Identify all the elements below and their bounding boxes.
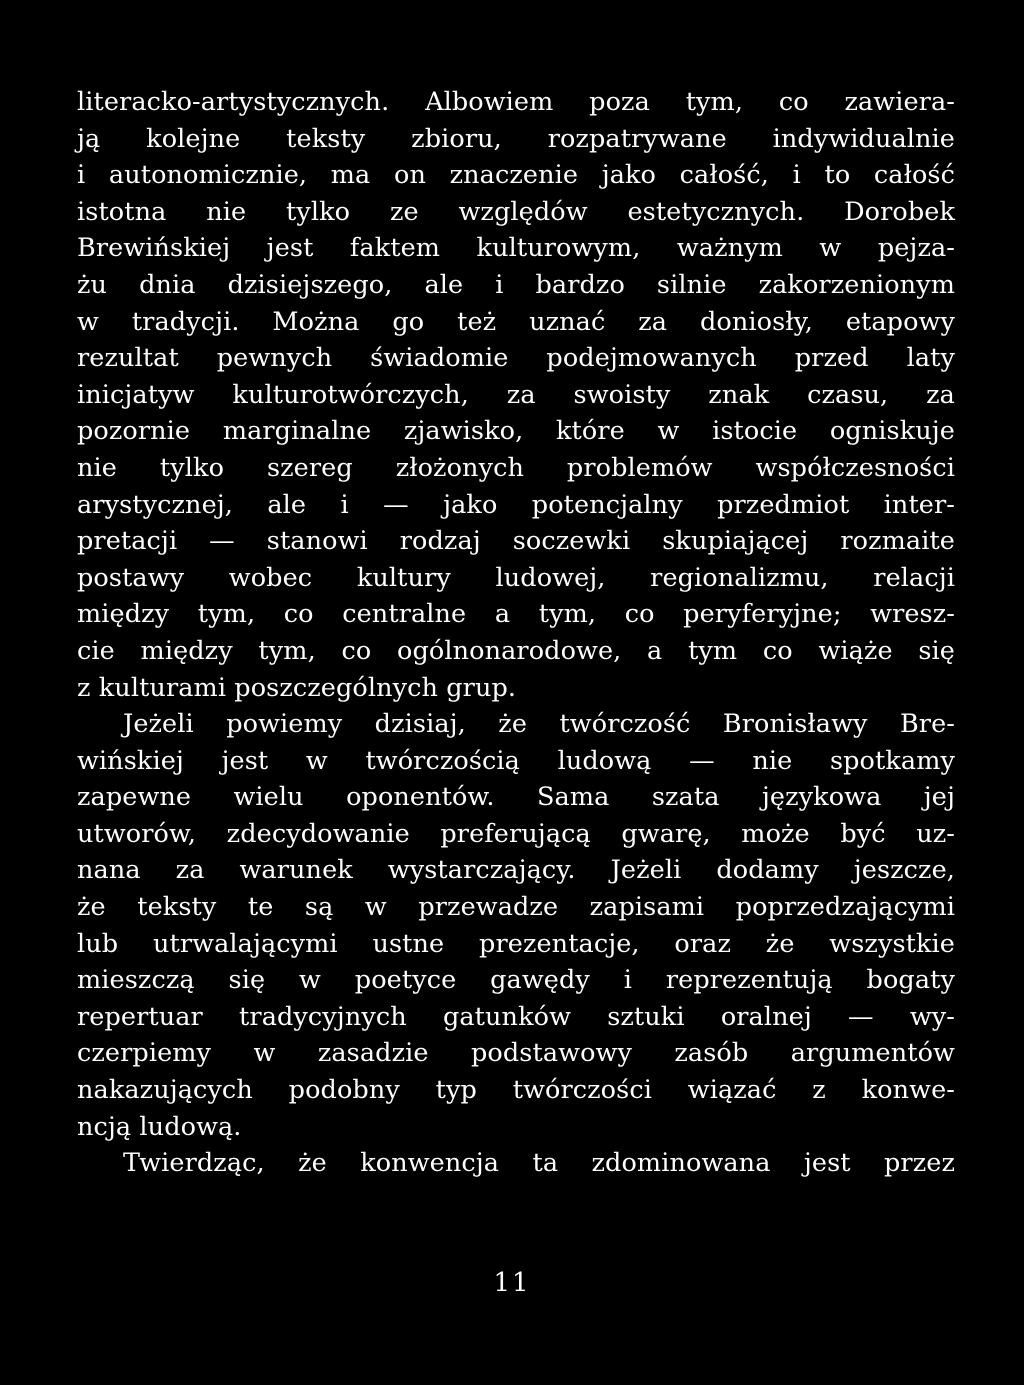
text-line: utworów, zdecydowanie preferującą gwarę, może być uz- (77, 818, 955, 849)
text-line: w tradycji. Można go też uznać za doniosły, etapowy (77, 306, 955, 337)
text-line: czerpiemy w zasadzie podstawowy zasób argumentów (77, 1038, 955, 1069)
text-line: nakazujących podobny typ twórczości wiązać z konwe- (77, 1075, 955, 1106)
text-line: repertuar tradycyjnych gatunków sztuki oralnej — wy- (77, 1001, 955, 1032)
text-line: arystycznej, ale i — jako potencjalny przedmiot inter- (77, 489, 955, 520)
text-line: postawy wobec kultury ludowej, regionalizmu, relacji (77, 562, 955, 593)
text-line: istotna nie tylko ze względów estetycznych. Dorobek (77, 196, 955, 227)
text-line: pozornie marginalne zjawisko, które w istocie ogniskuje (77, 416, 955, 447)
text-line: żu dnia dzisiejszego, ale i bardzo silnie zakorzenionym (77, 269, 955, 300)
text-line: ncją ludową. (77, 1111, 242, 1142)
text-line: i autonomicznie, ma on znaczenie jako całość, i to całość (77, 160, 955, 191)
text-line: literacko-artystycznych. Albowiem poza tym, co zawiera- (77, 87, 955, 117)
text-line: lub utrwalającymi ustne prezentacje, oraz że wszystkie (77, 928, 955, 959)
paragraph-3 (77, 1145, 955, 1182)
text-line: zapewne wielu oponentów. Sama szata językowa jej (77, 782, 955, 813)
paragraph-2 (77, 706, 955, 1145)
text-line: że teksty te są w przewadze zapisami poprzedzającymi (77, 892, 955, 923)
page-text-block (77, 84, 955, 1182)
text-line: inicjatyw kulturotwórczych, za swoisty znak czasu, za (77, 379, 955, 410)
text-line: wińskiej jest w twórczością ludową — nie spotkamy (77, 745, 955, 776)
page-number: 11 (493, 1268, 531, 1298)
text-line: z kulturami poszczególnych grup. (77, 672, 517, 703)
text-line: ją kolejne teksty zbioru, rozpatrywane indywidualnie (77, 123, 955, 154)
text-line: nie tylko szereg złożonych problemów współczesności (77, 452, 955, 483)
text-line: między tym, co centralne a tym, co peryferyjne; wresz- (77, 599, 955, 630)
text-line: Brewińskiej jest faktem kulturowym, ważnym w pejza- (77, 233, 955, 264)
paragraph-1 (77, 84, 955, 706)
text-line: cie między tym, co ogólnonarodowe, a tym co wiąże się (77, 635, 955, 666)
text-line: Twierdząc, że konwencja ta zdominowana jest przez (123, 1148, 955, 1179)
text-line: nana za warunek wystarczający. Jeżeli dodamy jeszcze, (77, 855, 955, 886)
text-line: mieszczą się w poetyce gawędy i reprezentują bogaty (77, 965, 955, 996)
text-line: Jeżeli powiemy dzisiaj, że twórczość Bronisławy Bre- (123, 709, 955, 740)
text-line: pretacji — stanowi rodzaj soczewki skupiającej rozmaite (77, 526, 955, 557)
text-line: rezultat pewnych świadomie podejmowanych przed laty (77, 343, 955, 374)
